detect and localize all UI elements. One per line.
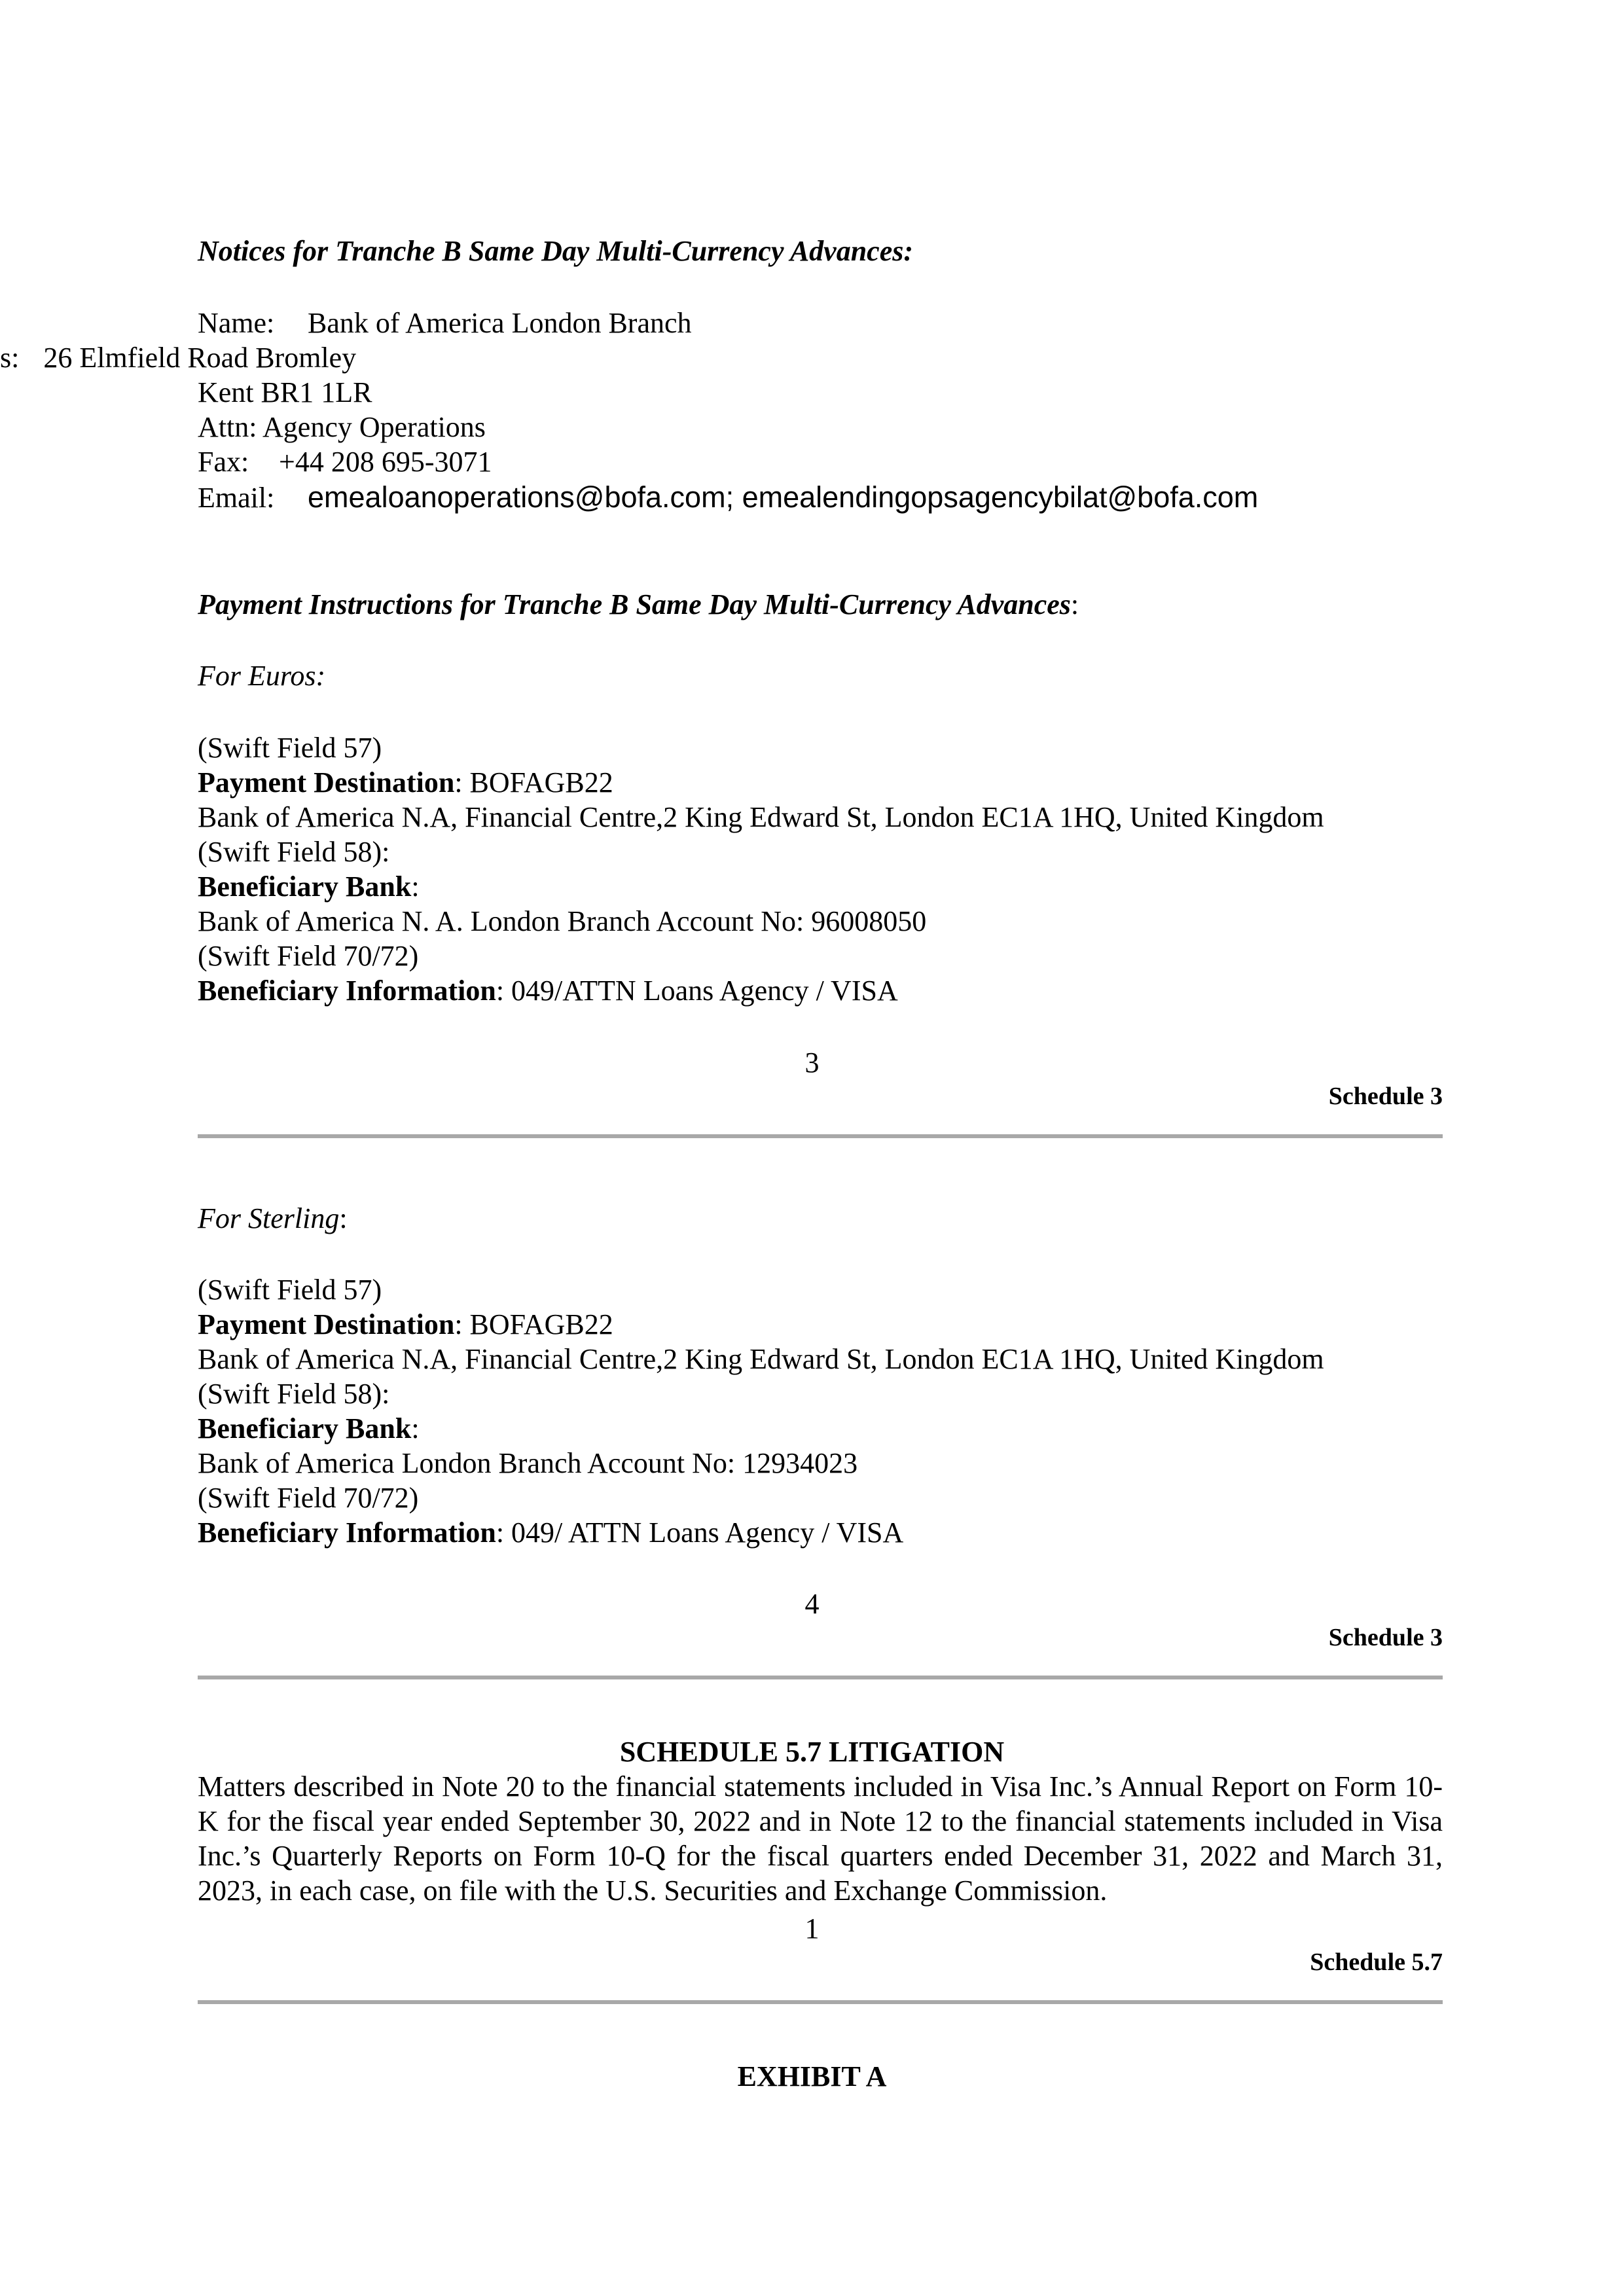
- sterling-swift7072: (Swift Field 70/72): [198, 1482, 419, 1514]
- payment-heading-line: [198, 587, 1079, 622]
- schedule-label-5-7: Schedule 5.7: [1310, 1948, 1443, 1976]
- sterling-benbank-suffix: :: [411, 1412, 420, 1444]
- euros-beneficiary-bank: [198, 869, 420, 905]
- schedule-label-3: Schedule 3: [1328, 1083, 1443, 1110]
- schedule-label-4: Schedule 3: [1328, 1624, 1443, 1651]
- sterling-payment-destination: [198, 1307, 613, 1342]
- litigation-body: Matters described in Note 20 to the financial statements included in Visa Inc.’s Annual Report on Form 10-K for the fiscal year ended September 30, 2022 and in Note 12 to the financial statements included in Visa Inc.’s Quarterly Reports on Form 10-Q for the fiscal quarters ended December 31, 2022 and March 31, 2023, in each case, on file with the U.S. Securities and Exchange Commission.: [198, 1770, 1443, 1907]
- sterling-beneficiary-information: [198, 1515, 903, 1551]
- page-number-3: 3: [804, 1047, 820, 1079]
- notices-address-line1: [0, 340, 356, 376]
- euros-swift57: (Swift Field 57): [198, 732, 382, 764]
- sterling-dest-label: Payment Destination: [198, 1308, 455, 1340]
- email-label: Email:: [198, 482, 275, 514]
- payment-heading: Payment Instructions for Tranche B Same Day Multi-Currency Advances: [198, 588, 1071, 620]
- sterling-bank-address: Bank of America N.A, Financial Centre,2 King Edward St, London EC1A 1HQ, United Kingdom: [198, 1343, 1324, 1375]
- payment-heading-suffix: :: [1070, 588, 1079, 620]
- sterling-beninfo-value: : 049/ ATTN Loans Agency / VISA: [496, 1516, 904, 1549]
- name-label: Name:: [198, 307, 275, 339]
- euros-dest-value: : BOFAGB22: [454, 766, 613, 798]
- sterling-heading-suffix: :: [339, 1202, 348, 1234]
- litigation-title: SCHEDULE 5.7 LITIGATION: [619, 1736, 1005, 1768]
- sterling-swift57: (Swift Field 57): [198, 1274, 382, 1306]
- page-divider: [198, 1676, 1443, 1679]
- fax-value: +44 208 695-3071: [279, 446, 492, 478]
- sterling-swift58: (Swift Field 58):: [198, 1378, 390, 1410]
- euros-swift58: (Swift Field 58):: [198, 836, 390, 868]
- euros-heading: For Euros:: [198, 660, 326, 692]
- sterling-beneficiary-bank: [198, 1411, 420, 1446]
- sterling-beninfo-label: Beneficiary Information: [198, 1516, 496, 1549]
- notices-heading: Notices for Tranche B Same Day Multi-Currency Advances:: [198, 235, 914, 267]
- euros-dest-label: Payment Destination: [198, 766, 455, 798]
- sterling-account: Bank of America London Branch Account No: 12934023: [198, 1447, 858, 1479]
- sterling-heading: For Sterling: [198, 1202, 340, 1234]
- page-number-4: 4: [804, 1588, 820, 1620]
- euros-beninfo-label: Beneficiary Information: [198, 975, 496, 1007]
- attn-line: Attn: Agency Operations: [198, 411, 486, 443]
- euros-beninfo-value: : 049/ATTN Loans Agency / VISA: [496, 975, 898, 1007]
- name-value: Bank of America London Branch: [308, 307, 692, 339]
- euros-account: Bank of America N. A. London Branch Account No: 96008050: [198, 905, 927, 937]
- page-divider: [198, 1134, 1443, 1138]
- euros-payment-destination: [198, 765, 613, 800]
- fax-label: Fax:: [198, 446, 249, 478]
- address-label-fragment: s:: [0, 342, 20, 374]
- email-line: [198, 480, 1258, 516]
- euros-bank-address: Bank of America N.A, Financial Centre,2 King Edward St, London EC1A 1HQ, United Kingdom: [198, 801, 1324, 833]
- sterling-heading-line: [198, 1201, 348, 1236]
- euros-benbank-label: Beneficiary Bank: [198, 870, 412, 903]
- notices-name-line: [198, 306, 692, 341]
- fax-line: [198, 444, 492, 480]
- sterling-dest-value: : BOFAGB22: [454, 1308, 613, 1340]
- address-line2: Kent BR1 1LR: [198, 376, 372, 408]
- euros-swift7072: (Swift Field 70/72): [198, 940, 419, 972]
- exhibit-title: EXHIBIT A: [737, 2060, 887, 2092]
- address-line1: 26 Elmfield Road Bromley: [43, 342, 357, 374]
- email-value: emealoanoperations@bofa.com; emealendingopsagencybilat@bofa.com: [308, 480, 1259, 514]
- euros-benbank-suffix: :: [411, 870, 420, 903]
- page-number-1: 1: [804, 1912, 820, 1945]
- euros-beneficiary-information: [198, 973, 898, 1009]
- page-divider: [198, 2000, 1443, 2004]
- sterling-benbank-label: Beneficiary Bank: [198, 1412, 412, 1444]
